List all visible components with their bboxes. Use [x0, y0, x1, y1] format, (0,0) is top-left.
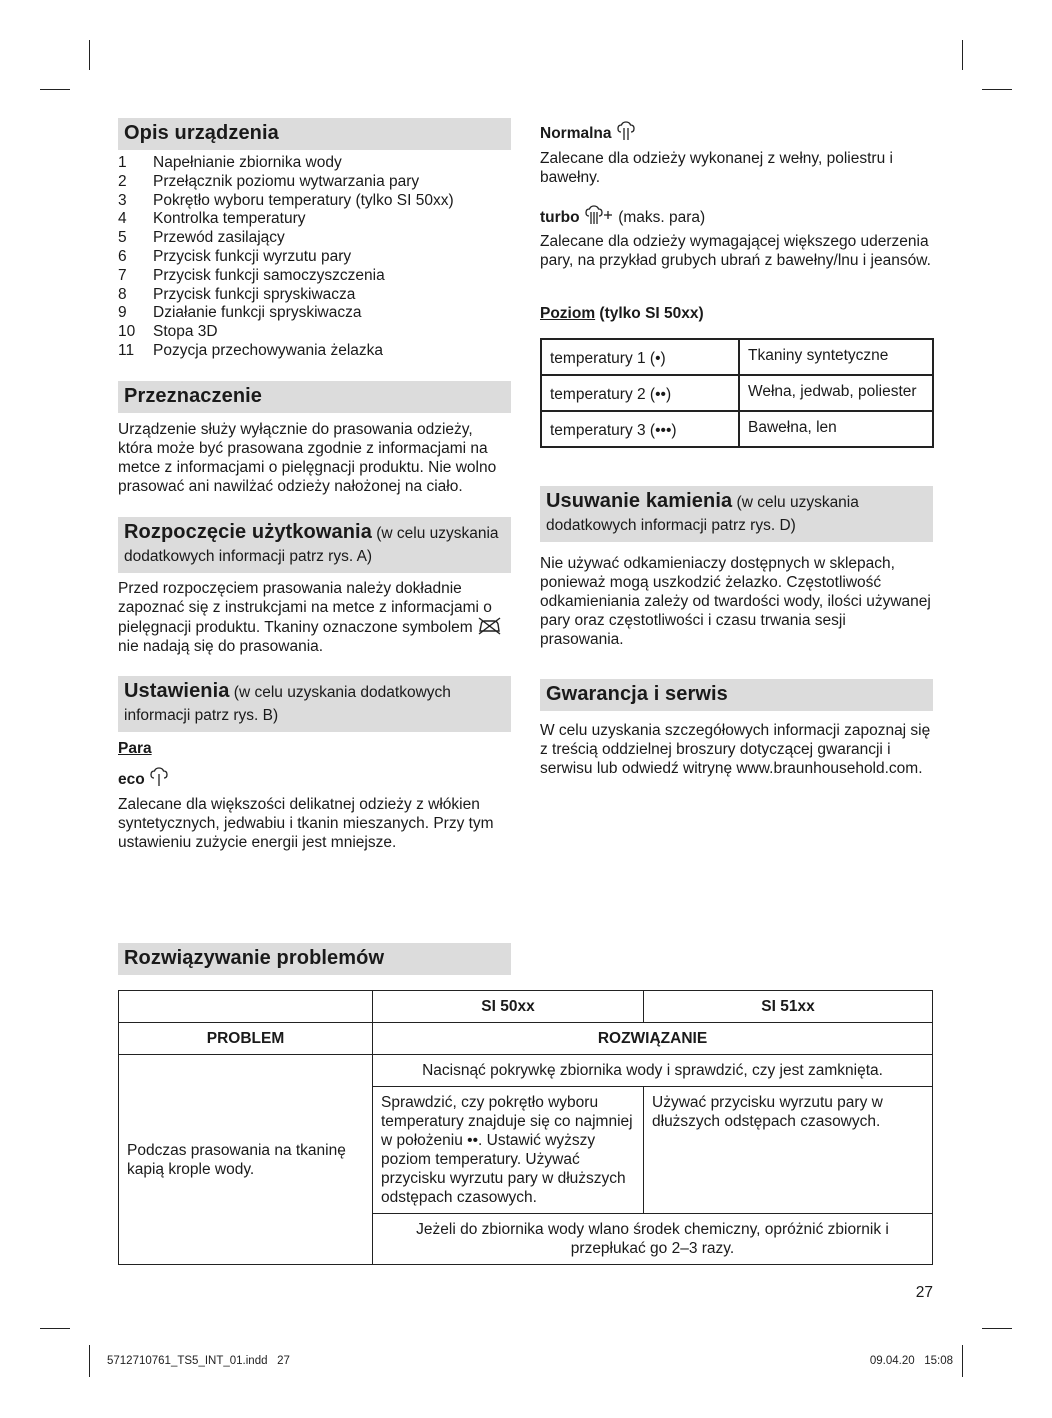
table-row: temperatury 1 (•) Tkaniny syntetyczne: [541, 339, 933, 375]
list-item: 4 Kontrolka temperatury: [118, 210, 306, 228]
solution-model-a: Sprawdzić, czy pokrętło wyboru temperatury znajduje się co najmniej w położeniu ••. Ustawić wyższy poziom temperatury. Używać przycisku wyrzutu pary w dłuższych odstępach czasowych.: [373, 1087, 644, 1214]
troubleshooting-table: [118, 990, 933, 1265]
normal-label: Normalna: [540, 125, 612, 142]
solution-common-1: Nacisnąć pokrywkę zbiornika wody i sprawdzić, czy jest zamknięta.: [373, 1055, 933, 1087]
list-item: 8 Przycisk funkcji spryskiwacza: [118, 285, 356, 303]
list-item: 3 Pokrętło wyboru temperatury (tylko SI 50xx): [118, 191, 454, 209]
device-section-heading: [118, 118, 511, 150]
level-label: Poziom: [540, 305, 596, 322]
footer-date: 09.04.20 15:08: [869, 1355, 953, 1367]
table-row: temperatury 3 (•••) Bawełna, len: [541, 411, 933, 447]
model-b-header: SI 51xx: [644, 991, 933, 1023]
list-item: 2 Przełącznik poziomu wytwarzania pary: [118, 172, 420, 190]
right-column: [540, 118, 933, 778]
model-a-header: SI 50xx: [373, 991, 644, 1023]
solution-model-b: Używać przycisku wyrzutu pary w dłuższych odstępach czasowych.: [644, 1087, 933, 1214]
crop-mark: [962, 40, 963, 70]
table-row: [119, 991, 933, 1023]
crop-mark: [89, 1345, 90, 1377]
warranty-section-heading: [540, 679, 933, 711]
level-suffix: (tylko SI 50xx): [595, 305, 704, 322]
start-title: Rozpoczęcie użytkowania: [124, 520, 372, 543]
start-text: Przed rozpoczęciem prasowania należy dokładnie zapoznać się z instrukcjami na metce z informacjami o pielęgnacji produktu. Tkaniny oznaczone symbolem nie nadają się do prasowania.: [118, 579, 511, 656]
troubleshooting-title: Rozwiązywanie problemów: [124, 947, 385, 969]
list-item: 6 Przycisk funkcji wyrzutu pary: [118, 247, 352, 265]
crop-mark: [982, 1328, 1012, 1329]
descaling-text: Nie używać odkamieniaczy dostępnych w sklepach, ponieważ mogą uszkodzić żelazko. Częstotliwość odkamieniania zależy od twardości wody, ilości używanej pary oraz częstotliwości i czasu trwania sesji prasowania.: [540, 555, 931, 648]
turbo-text: Zalecane dla odzieży wymagającej większego uderzenia pary, na przykład grubych ubrań z bawełny/lnu i jeansów.: [540, 233, 931, 269]
descaling-subtitle: (w celu uzyskania dodatkowych informacji patrz rys. D): [546, 494, 859, 534]
steam-eco-icon: [149, 767, 169, 787]
para-label: Para: [118, 739, 152, 757]
steam-turbo-icon: [584, 205, 614, 225]
purpose-text: Urządzenie służy wyłącznie do prasowania odzieży, która może być prasowana zgodnie z informacjami na metce z informacjami o pielęgnacji produktu. Nie wolno prasować ani nawilżać odzieży nałożonej na ciało.: [118, 420, 497, 495]
eco-text: Zalecane dla większości delikatnej odzieży z włókien syntetycznych, jedwabiu i tkanin mieszanych. Przy tym ustawieniu zużycie energii jest mniejsze.: [118, 795, 494, 851]
descaling-title: Usuwanie kamienia: [546, 490, 733, 512]
footer-file: 5712710761_TS5_INT_01.indd 27: [107, 1355, 290, 1367]
eco-label: eco: [118, 770, 145, 788]
solution-common-2: Jeżeli do zbiornika wody wlano środek chemiczny, opróżnić zbiornik i przepłukać go 2–3 razy.: [373, 1214, 933, 1265]
settings-subtitle: (w celu uzyskania dodatkowych informacji patrz rys. B): [124, 683, 451, 724]
table-row: temperatury 2 (••) Wełna, jedwab, poliester: [541, 375, 933, 411]
troubleshooting-section-heading: [118, 943, 511, 975]
do-not-iron-icon: [477, 617, 502, 635]
problem-header: PROBLEM: [119, 1023, 373, 1055]
device-title: Opis urządzenia: [124, 122, 279, 144]
crop-mark: [40, 89, 70, 90]
list-item: 10 Stopa 3D: [118, 323, 218, 341]
normal-text: Zalecane dla odzieży wykonanej z wełny, poliestru i bawełny.: [540, 150, 893, 186]
warranty-title: Gwarancja i serwis: [546, 683, 728, 705]
temperature-levels-table: [540, 338, 934, 448]
left-column: [118, 118, 511, 852]
list-item: 5 Przewód zasilający: [118, 229, 285, 247]
settings-section-heading: [118, 676, 511, 732]
turbo-label: turbo: [540, 209, 580, 226]
crop-mark: [982, 89, 1012, 90]
steam-normal-icon: [616, 121, 636, 141]
start-section-heading: [118, 517, 511, 573]
descaling-section-heading: [540, 486, 933, 542]
crop-mark: [89, 40, 90, 70]
purpose-section-heading: [118, 381, 511, 413]
table-row: [119, 1055, 933, 1087]
turbo-suffix: (maks. para): [613, 209, 706, 226]
purpose-title: Przeznaczenie: [124, 384, 263, 407]
list-item: 11 Pozycja przechowywania żelazka: [118, 341, 384, 359]
crop-mark: [40, 1328, 70, 1329]
list-item: 1 Napełnianie zbiornika wody: [118, 154, 342, 171]
parts-list: [118, 154, 511, 361]
solution-header: ROZWIĄZANIE: [373, 1023, 933, 1055]
warranty-text: W celu uzyskania szczegółowych informacji zapoznaj się z treścią oddzielnej broszury dotyczącej gwarancji i serwisu lub odwiedź witrynę www.braunhousehold.com.: [540, 722, 931, 777]
table-row: [119, 1023, 933, 1055]
settings-title: Ustawienia: [124, 679, 230, 702]
start-subtitle: (w celu uzyskania dodatkowych informacji patrz rys. A): [124, 524, 499, 565]
problem-cell: Podczas prasowania na tkaninę kapią krople wody.: [119, 1055, 373, 1265]
page-number: 27: [915, 1284, 933, 1301]
list-item: 9 Działanie funkcji spryskiwacza: [118, 304, 362, 322]
crop-mark: [962, 1345, 963, 1377]
list-item: 7 Przycisk funkcji samoczyszczenia: [118, 266, 385, 284]
